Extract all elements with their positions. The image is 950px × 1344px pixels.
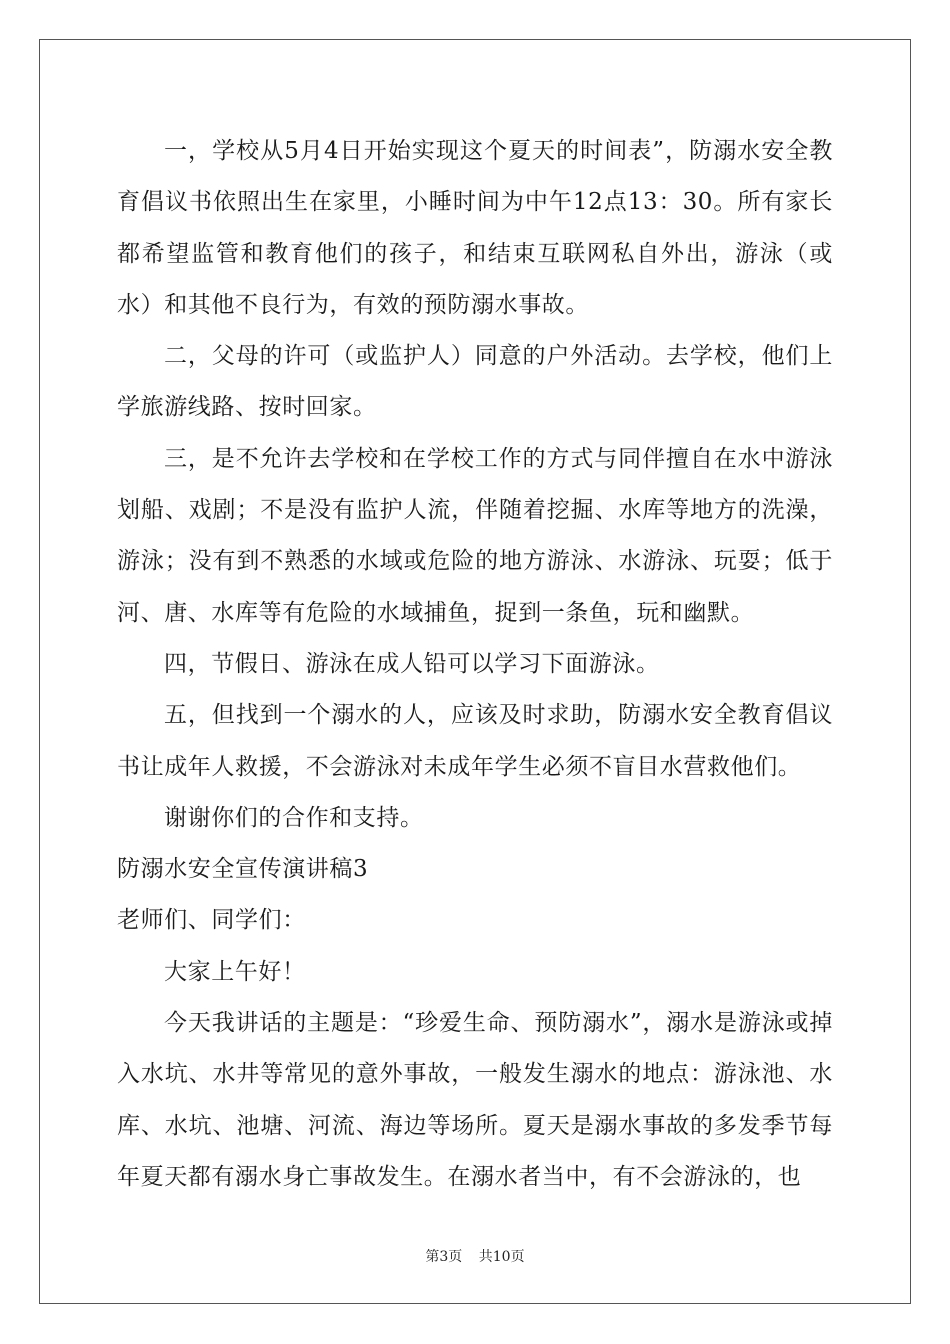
- paragraph-item-one: 一，学校从5月4日开始实现这个夏天的时间表”，防溺水安全教育倡议书依照出生在家里，小睡时间为中午12点13：30。所有家长都希望监管和教育他们的孩子，和结束互联网私自外出，游泳（或水）和其他不良行为，有效的预防溺水事故。: [117, 138, 833, 318]
- page-number: 第3页: [425, 1249, 463, 1265]
- document-body: [117, 126, 833, 1203]
- paragraph-item-three: 三，是不允许去学校和在学校工作的方式与同伴擅自在水中游泳划船、戏剧；不是没有监护人流，伴随着挖掘、水库等地方的洗澡，游泳；没有到不熟悉的水域或危险的地方游泳、水游泳、玩耍；低于河、唐、水库等有危险的水域捕鱼，捉到一条鱼，玩和幽默。: [117, 445, 833, 626]
- page-footer: [0, 1246, 950, 1266]
- paragraph-thanks: 谢谢你们的合作和支持。: [164, 804, 424, 831]
- paragraph-item-five: 五，但找到一个溺水的人，应该及时求助，防溺水安全教育倡议书让成年人救援，不会游泳对未成年学生必须不盲目水营救他们。: [117, 702, 833, 780]
- page-total: 共10页: [478, 1249, 525, 1265]
- greeting: 大家上午好！: [164, 958, 306, 985]
- section-title: 防溺水安全宣传演讲稿3: [117, 856, 369, 883]
- salutation: 老师们、同学们：: [117, 907, 306, 934]
- paragraph-item-two: 二，父母的许可（或监护人）同意的户外活动。去学校，他们上学旅游线路、按时回家。: [117, 343, 833, 421]
- paragraph-item-four: 四，节假日、游泳在成人铅可以学习下面游泳。: [164, 650, 660, 677]
- paragraph-speech-topic: 今天我讲话的主题是：“珍爱生命、预防溺水”，溺水是游泳或掉入水坑、水井等常见的意外事故，一般发生溺水的地点：游泳池、水库、水坑、池塘、河流、海边等场所。夏天是溺水事故的多发季节每年夏天都有溺水身亡事故发生。在溺水者当中，有不会游泳的，也: [117, 1010, 833, 1190]
